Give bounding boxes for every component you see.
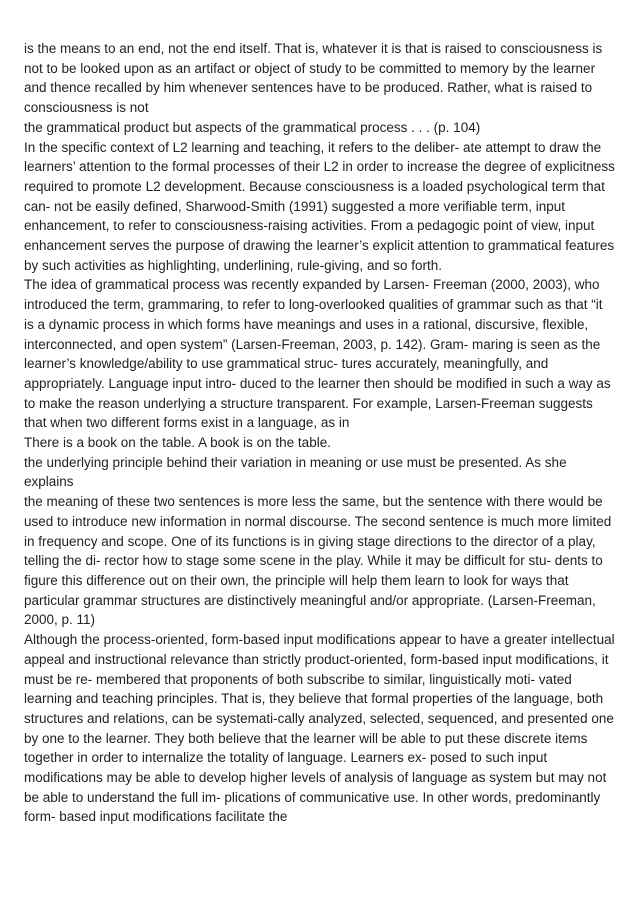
paragraph-example-sentences: There is a book on the table. A book is on the table. <box>24 435 331 451</box>
paragraph-l2-context: In the specific context of L2 learning and teaching, it refers to the deliber- ate attempt to draw the learners’ attention to the formal processes of their L2 in order to increase the degree of explicitness required to promote L2 development. Because consciousness is a loaded psychological term that can- not be easily defined, Sharwood-Smith (1991) suggested a more verifiable term, input enhancement, to refer to consciousness-raising activities. From a pedagogic point of view, input enhancement serves the purpose of drawing the learner’s explicit attention to grammatical features by such activities as highlighting, underlining, rule-giving, and so forth. <box>24 139 615 273</box>
paragraph-quote-end: the grammatical product but aspects of the grammatical process . . . (p. 104) <box>24 119 481 135</box>
paragraph-underlying-principle: the underlying principle behind their variation in meaning or use must be presented. As she explains <box>24 454 567 490</box>
paragraph-grammaring: The idea of grammatical process was recently expanded by Larsen- Freeman (2000, 2003), who introduced the term, grammaring, to refer to long-overlooked qualities of grammar such as that “it is a dynamic process in which forms have meanings and uses in a rational, discursive, flexible, interconnected, and open system” (Larsen-Freeman, 2003, p. 142). Gram- maring is seen as the learner’s knowledge/ability to use grammatical struc- tures accurately, meaningfully, and appropriately. Language input intro- duced to the learner then should be modified in such a way as to make the reason underlying a structure transparent. For example, Larsen-Freeman suggests that when two different forms exist in a language, as in <box>24 277 611 431</box>
document-page <box>24 39 616 827</box>
paragraph-larsen-freeman-quote: the meaning of these two sentences is more less the same, but the sentence with there would be used to introduce new information in normal discourse. The second sentence is much more limited in frequency and scope. One of its functions is in giving stage directions to the director of a play, telling the di- rector how to stage some scene in the play. While it may be difficult for stu- dents to figure this difference out on their own, the principle will help them learn to look for ways that particular grammar structures are distinctively meaningful and/or appropriate. (Larsen-Freeman, 2000, p. 11) <box>24 494 612 628</box>
paragraph-process-oriented: Although the process-oriented, form-based input modifications appear to have a greater intellectual appeal and instructional relevance than strictly product-oriented, form-based input modifications, it must be re- membered that proponents of both subscribe to similar, linguistically moti- vated learning and teaching principles. That is, they believe that formal properties of the language, both structures and relations, can be systemati-cally analyzed, selected, sequenced, and presented one by one to the learner. They both believe that the learner will be able to put these discrete items together in order to internalize the totality of language. Learners ex- posed to such input modifications may be able to develop higher levels of analysis of language as system but may not be able to understand the full im- plications of communicative use. In other words, predominantly form- based input modifications facilitate the <box>24 632 615 825</box>
paragraph-quote-continuation: is the means to an end, not the end itself. That is, whatever it is that is raised to consciousness is not to be looked upon as an artifact or object of study to be committed to memory by the learner and thence recalled by him whenever sentences have to be produced. Rather, what is raised to consciousness is not <box>24 41 603 116</box>
